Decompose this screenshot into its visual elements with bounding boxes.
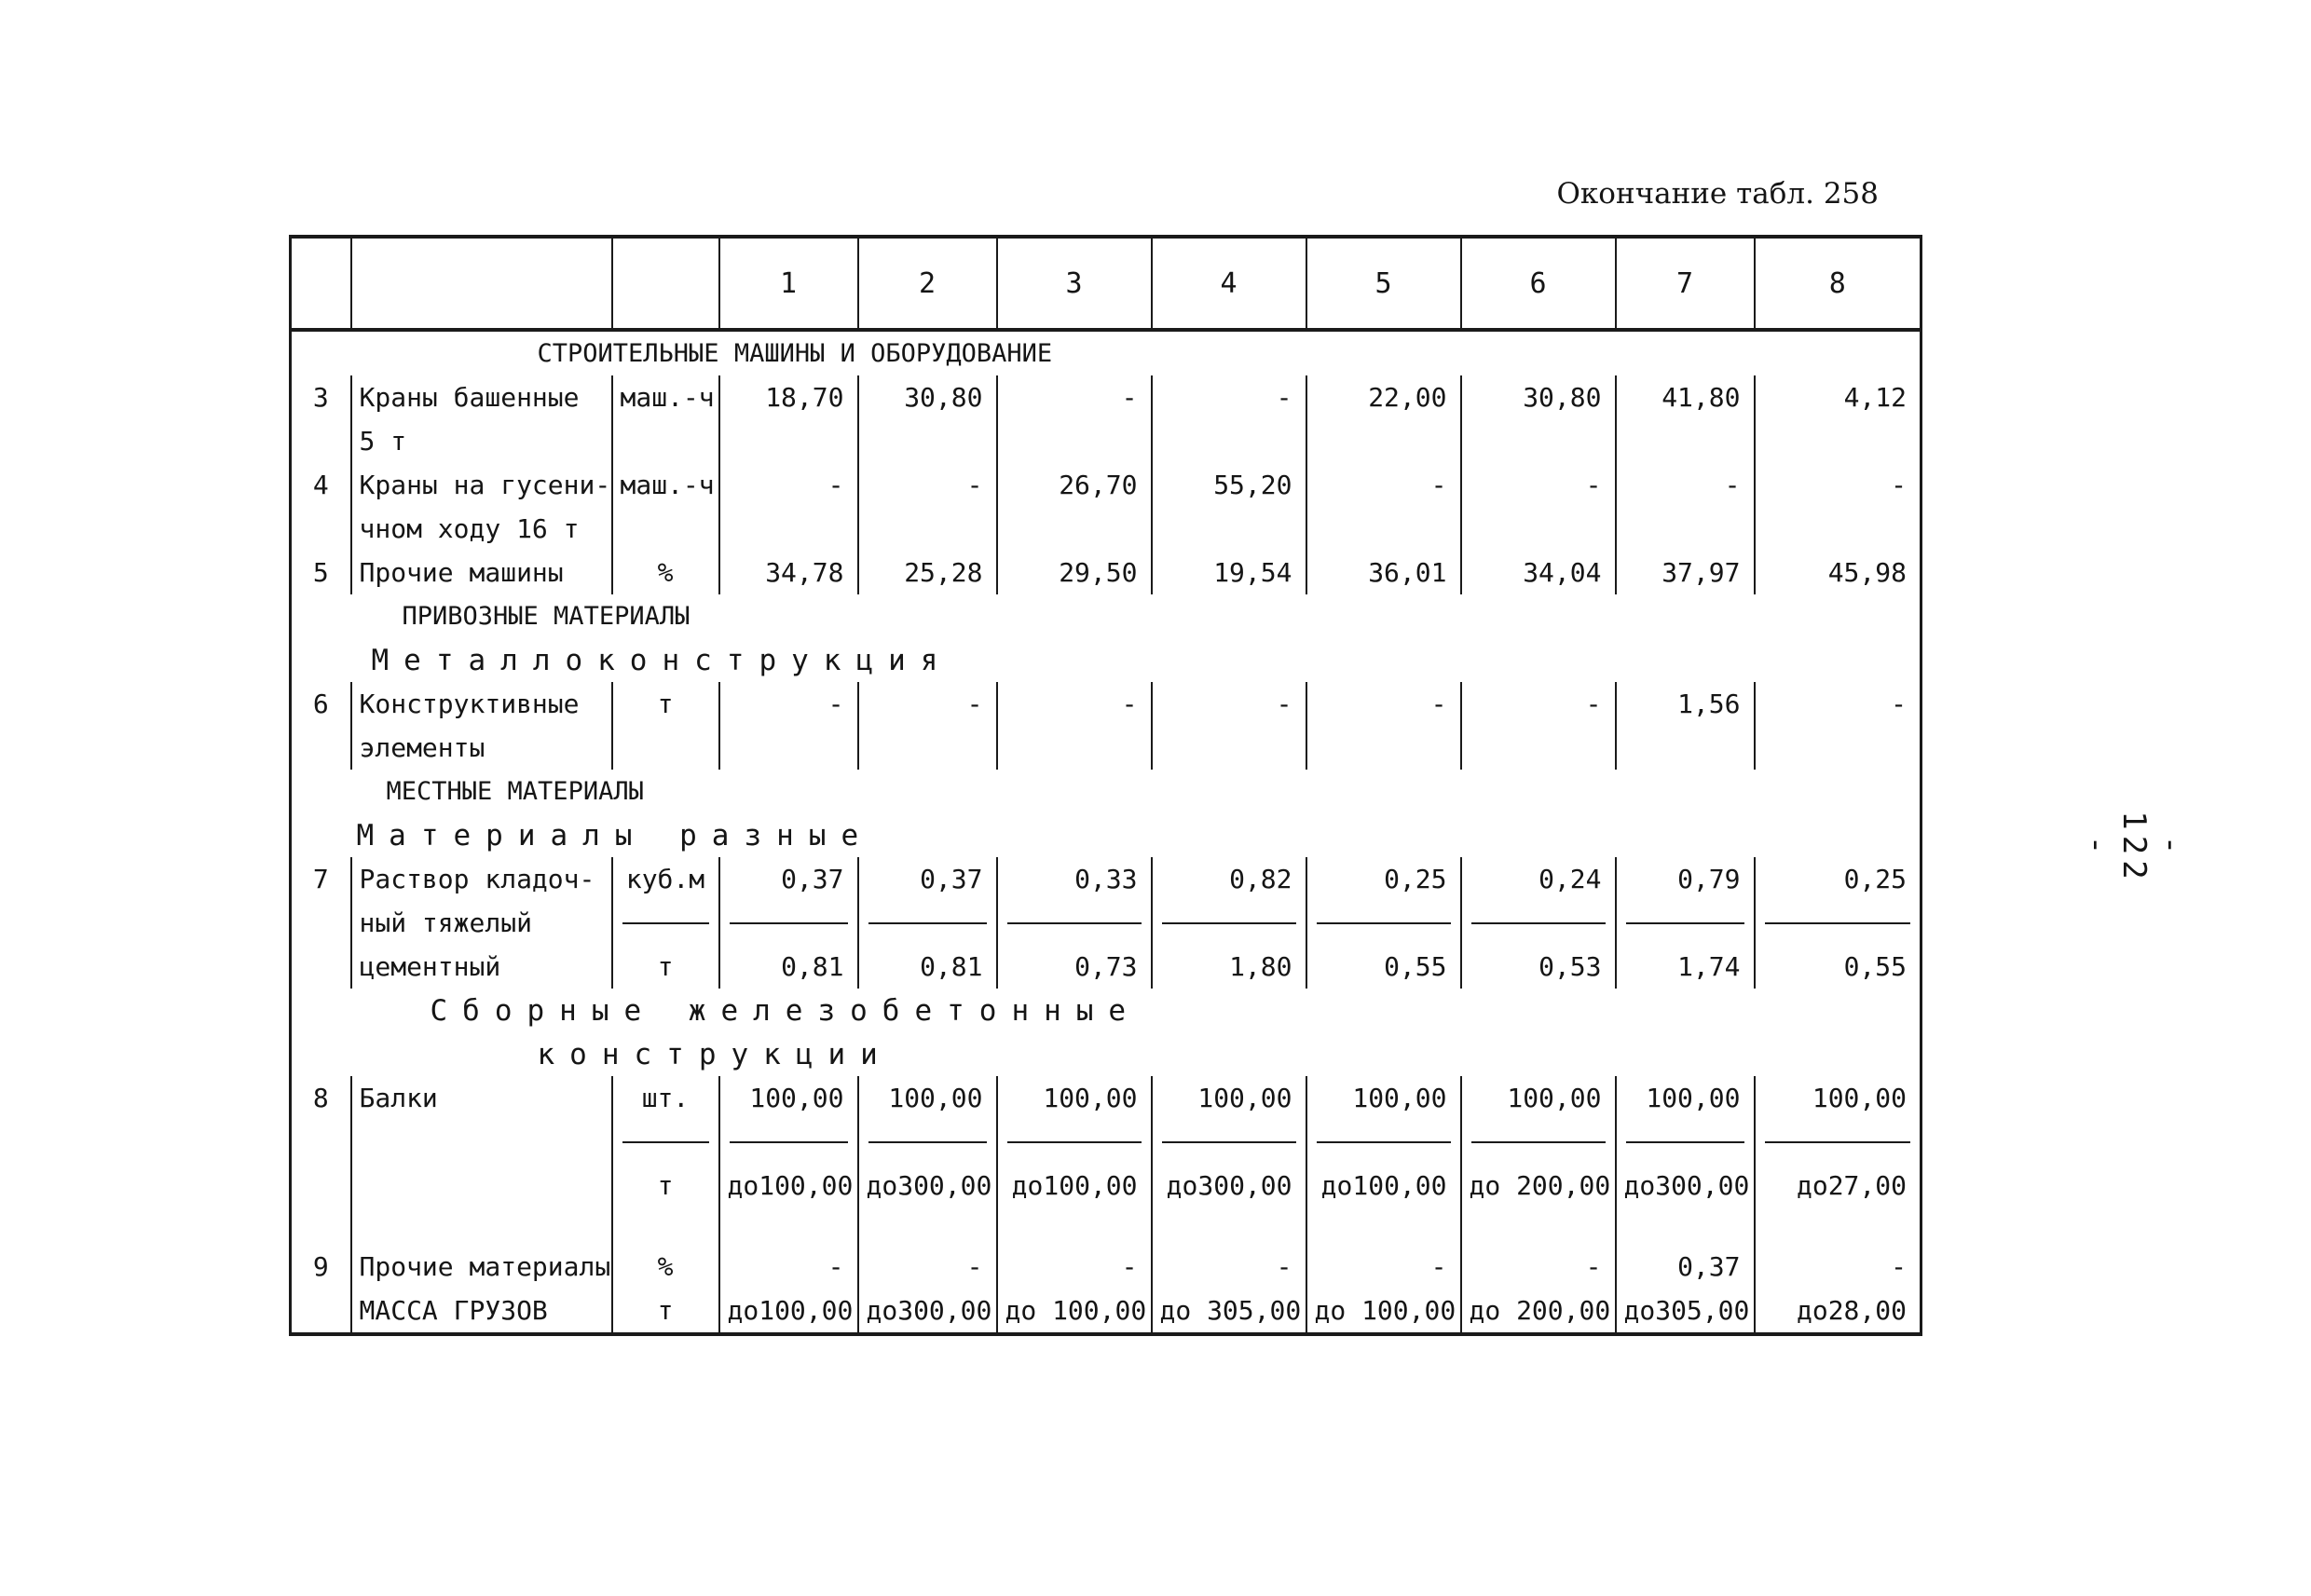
row-number: 5 — [312, 557, 329, 588]
cell: - — [1461, 1245, 1616, 1289]
fraction-rule — [1765, 922, 1911, 924]
header-col-4: 4 — [1152, 237, 1306, 330]
fraction-rule — [1317, 1141, 1451, 1143]
row-number: 6 — [312, 689, 329, 719]
cell: 45,98 — [1755, 551, 1921, 594]
header-col-8: 8 — [1755, 237, 1921, 330]
header-col-7: 7 — [1616, 237, 1755, 330]
cell: - — [1461, 463, 1616, 507]
row-name: Прочие машины — [351, 551, 612, 594]
cell: 0,25 — [1306, 857, 1461, 901]
resource-table — [289, 235, 1922, 1336]
table-row-continuation — [291, 507, 1921, 551]
row-unit: % — [612, 1245, 719, 1289]
cell: 0,81 — [858, 945, 997, 989]
table-row-continuation — [291, 726, 1921, 770]
section-row — [291, 770, 1921, 813]
table-row — [291, 463, 1921, 507]
cell: - — [1755, 682, 1921, 726]
table-row — [291, 551, 1921, 594]
fraction-rule — [1007, 922, 1142, 924]
cell: 100,00 — [997, 1076, 1152, 1120]
fraction-rule — [1626, 922, 1744, 924]
cell: - — [997, 1245, 1152, 1289]
row-unit: куб.м — [612, 857, 719, 901]
row-unit: % — [612, 551, 719, 594]
cell: 0,37 — [719, 857, 858, 901]
fraction-rule — [1765, 1141, 1911, 1143]
row-number: 3 — [312, 382, 329, 413]
cell: 100,00 — [1461, 1076, 1616, 1120]
cell: - — [719, 463, 858, 507]
header-col-3: 3 — [997, 237, 1152, 330]
fraction-rule — [1007, 1141, 1142, 1143]
spacer-row — [291, 1207, 1921, 1245]
row-number: 9 — [312, 1251, 329, 1282]
header-row — [291, 237, 1921, 330]
cell: - — [1755, 463, 1921, 507]
cell: - — [719, 682, 858, 726]
cell: 18,70 — [719, 375, 858, 419]
table-row — [291, 375, 1921, 419]
cell: - — [1306, 682, 1461, 726]
cell: 37,97 — [1616, 551, 1755, 594]
cell: до100,00 — [719, 1289, 858, 1334]
header-col-5: 5 — [1306, 237, 1461, 330]
cell: до 100,00 — [997, 1289, 1152, 1334]
cell: 0,81 — [719, 945, 858, 989]
cell: 25,28 — [858, 551, 997, 594]
cell: до28,00 — [1755, 1289, 1921, 1334]
row-unit: т — [612, 1289, 719, 1334]
section-title-machines: СТРОИТЕЛЬНЫЕ МАШИНЫ И ОБОРУДОВАНИЕ — [537, 339, 1053, 368]
cell: 100,00 — [1306, 1076, 1461, 1120]
cell: до100,00 — [997, 1164, 1152, 1207]
cell: 34,78 — [719, 551, 858, 594]
cell: до100,00 — [1306, 1164, 1461, 1207]
cell: до300,00 — [1152, 1164, 1306, 1207]
section-title-local: МЕСТНЫЕ МАТЕРИАЛЫ — [386, 777, 644, 806]
cell: до305,00 — [1616, 1289, 1755, 1334]
cell: 100,00 — [1616, 1076, 1755, 1120]
row-name-cont: чном ходу 16 т — [351, 507, 612, 551]
table-row-continuation — [291, 419, 1921, 463]
row-name: Прочие материалы — [351, 1245, 612, 1289]
cell: - — [997, 375, 1152, 419]
row-name: Балки — [351, 1076, 612, 1120]
header-col-2: 2 — [858, 237, 997, 330]
cell: 1,56 — [1616, 682, 1755, 726]
cell: 4,12 — [1755, 375, 1921, 419]
cell: до27,00 — [1755, 1164, 1921, 1207]
cell: 0,79 — [1616, 857, 1755, 901]
cell: 41,80 — [1616, 375, 1755, 419]
fraction-rule — [730, 922, 848, 924]
row-unit: т — [612, 1164, 719, 1207]
row-name: МАССА ГРУЗОВ — [351, 1289, 612, 1334]
subsection-title-various: Материалы разные — [356, 818, 874, 853]
fraction-rule — [1162, 1141, 1296, 1143]
row-name: Краны башенные — [351, 375, 612, 419]
cell: до300,00 — [1616, 1164, 1755, 1207]
subsection-title-precast: Сборные железобетонные — [430, 993, 1142, 1028]
cell: - — [1152, 682, 1306, 726]
cell: 55,20 — [1152, 463, 1306, 507]
cell: до 200,00 — [1461, 1289, 1616, 1334]
cell: 22,00 — [1306, 375, 1461, 419]
cell: 29,50 — [997, 551, 1152, 594]
subsection-row — [291, 989, 1921, 1032]
cell: 0,37 — [1616, 1245, 1755, 1289]
cell: - — [719, 1245, 858, 1289]
table-row — [291, 857, 1921, 901]
cell: - — [1306, 1245, 1461, 1289]
cell: - — [858, 682, 997, 726]
cell: 36,01 — [1306, 551, 1461, 594]
cell: 0,55 — [1306, 945, 1461, 989]
cell: до 200,00 — [1461, 1164, 1616, 1207]
section-row — [291, 594, 1921, 638]
table-row-continuation — [291, 945, 1921, 989]
cell: 0,82 — [1152, 857, 1306, 901]
subsection-row — [291, 1032, 1921, 1076]
cell: 1,74 — [1616, 945, 1755, 989]
row-unit: шт. — [612, 1076, 719, 1120]
subsection-row — [291, 813, 1921, 857]
header-col-6: 6 — [1461, 237, 1616, 330]
header-cell-name — [351, 237, 612, 330]
cell: - — [1152, 375, 1306, 419]
cell: - — [858, 1245, 997, 1289]
row-name: Краны на гусени- — [351, 463, 612, 507]
fraction-rule — [622, 922, 709, 924]
fraction-rule — [1471, 1141, 1606, 1143]
cell: 0,33 — [997, 857, 1152, 901]
cell: 0,73 — [997, 945, 1152, 989]
cell: - — [1306, 463, 1461, 507]
row-unit: т — [612, 682, 719, 726]
row-unit: маш.-ч — [612, 375, 719, 419]
cell: - — [1755, 1245, 1921, 1289]
cell: - — [1152, 1245, 1306, 1289]
cell: 30,80 — [858, 375, 997, 419]
table-row — [291, 1076, 1921, 1120]
cell: 19,54 — [1152, 551, 1306, 594]
fraction-rule-row — [291, 901, 1921, 945]
row-number: 7 — [312, 864, 329, 894]
cell: до300,00 — [858, 1289, 997, 1334]
cell: 1,80 — [1152, 945, 1306, 989]
fraction-rule — [868, 1141, 987, 1143]
fraction-rule — [622, 1141, 709, 1143]
cell: 100,00 — [1755, 1076, 1921, 1120]
cell: 34,04 — [1461, 551, 1616, 594]
section-title-imported: ПРИВОЗНЫЕ МАТЕРИАЛЫ — [402, 602, 691, 631]
row-name-cont: 5 т — [351, 419, 612, 463]
cell: - — [1461, 682, 1616, 726]
row-number: 8 — [312, 1083, 329, 1113]
row-name: Раствор кладоч- — [351, 857, 612, 901]
subsection-title-structures: конструкции — [537, 1037, 893, 1071]
cell: до300,00 — [858, 1164, 997, 1207]
page-number: - 122 - — [2078, 811, 2190, 885]
fraction-rule — [1317, 922, 1451, 924]
subsection-row — [291, 638, 1921, 682]
cell: до100,00 — [719, 1164, 858, 1207]
row-name-cont: ный тяжелый — [351, 901, 612, 945]
cell: 0,37 — [858, 857, 997, 901]
cell: 100,00 — [858, 1076, 997, 1120]
fraction-rule — [1626, 1141, 1744, 1143]
row-name-cont: цементный — [351, 945, 612, 989]
table-caption: Окончание табл. 258 — [1556, 177, 1879, 211]
cell: 0,53 — [1461, 945, 1616, 989]
row-unit: маш.-ч — [612, 463, 719, 507]
cell: 0,55 — [1755, 945, 1921, 989]
cell: 26,70 — [997, 463, 1152, 507]
cell: - — [858, 463, 997, 507]
fraction-rule — [1162, 922, 1296, 924]
row-unit: т — [612, 945, 719, 989]
fraction-rule — [1471, 922, 1606, 924]
row-name-cont: элементы — [351, 726, 612, 770]
cell: 30,80 — [1461, 375, 1616, 419]
cell: 0,24 — [1461, 857, 1616, 901]
header-col-1: 1 — [719, 237, 858, 330]
table-row-continuation — [291, 1164, 1921, 1207]
fraction-rule — [730, 1141, 848, 1143]
cell: - — [997, 682, 1152, 726]
cell: 100,00 — [1152, 1076, 1306, 1120]
cell: 0,25 — [1755, 857, 1921, 901]
header-cell-unit — [612, 237, 719, 330]
section-row — [291, 330, 1921, 375]
cell: до 100,00 — [1306, 1289, 1461, 1334]
header-cell-no — [291, 237, 351, 330]
row-name: Конструктивные — [351, 682, 612, 726]
fraction-rule — [868, 922, 987, 924]
subsection-title-metal: Металлоконструкция — [371, 643, 953, 677]
cell: - — [1616, 463, 1755, 507]
cell: до 305,00 — [1152, 1289, 1306, 1334]
table-row — [291, 1289, 1921, 1334]
cell: 100,00 — [719, 1076, 858, 1120]
table-row — [291, 682, 1921, 726]
table-row — [291, 1245, 1921, 1289]
row-number: 4 — [312, 470, 329, 500]
fraction-rule-row — [291, 1120, 1921, 1164]
